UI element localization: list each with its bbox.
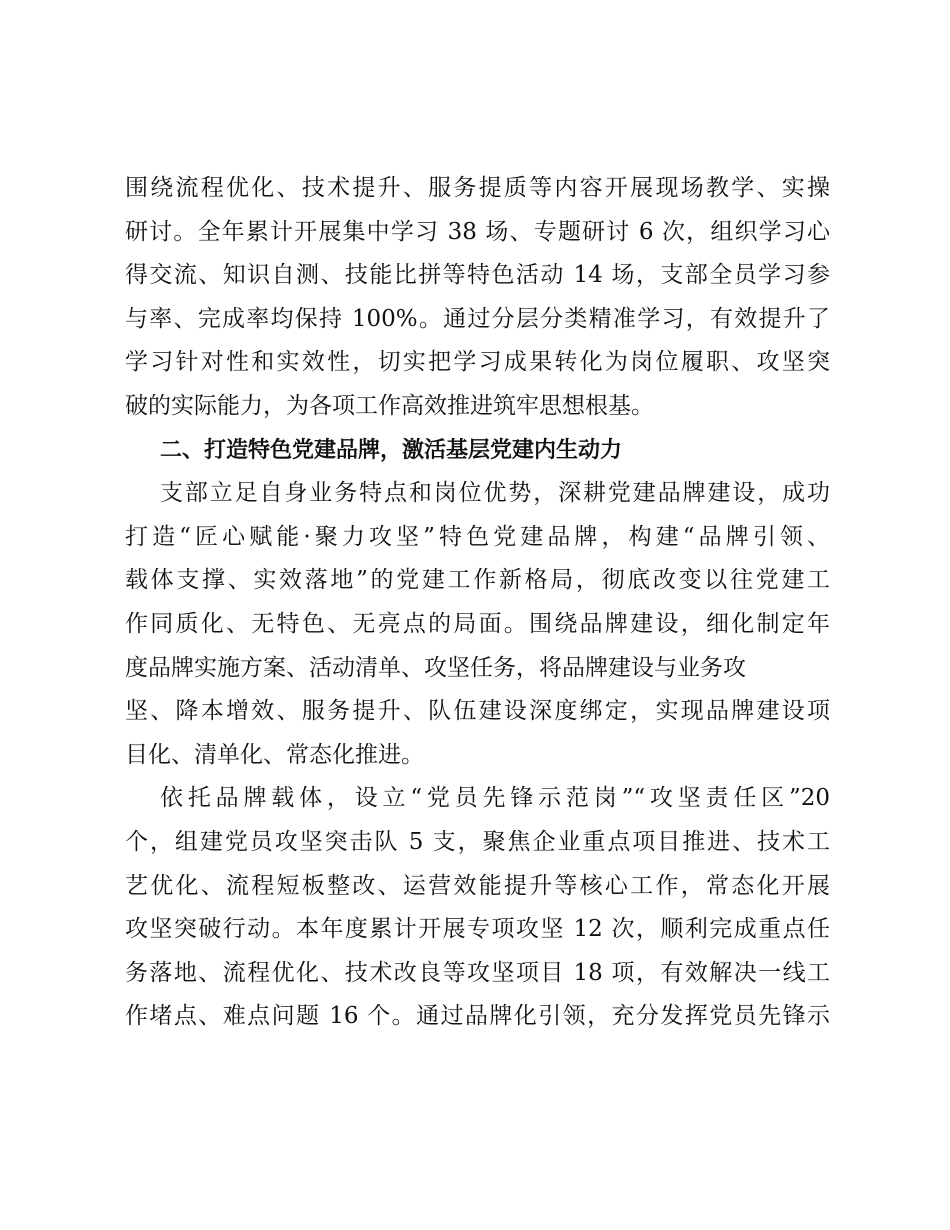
paragraph-brand <box>125 472 830 777</box>
text-line: 攻坚突破行动。本年度累计开展专项攻坚 12 次，顺利完成重点任 <box>125 916 830 943</box>
text-line: 围绕流程优化、技术提升、服务提质等内容开展现场教学、实操 <box>125 175 830 201</box>
text-line: 作同质化、无特色、无亮点的局面。围绕品牌建设，细化制定年 <box>125 610 830 637</box>
text-line: 坚、降本增效、服务提升、队伍建设深度绑定，实现品牌建设项 <box>125 698 830 725</box>
text-line: 支部立足自身业务特点和岗位优势，深耕党建品牌建设，成功 <box>160 480 830 507</box>
text-line: 个，组建党员攻坚突击队 5 支，聚焦企业重点项目推进、技术工 <box>125 828 830 855</box>
text-line: 度品牌实施方案、活动清单、攻坚任务，将品牌建设与业务攻 <box>125 654 746 681</box>
text-line: 得交流、知识自测、技能比拼等特色活动 14 场，支部全员学习参 <box>125 262 830 289</box>
text-line: 目化、清单化、常态化推进。 <box>125 741 424 768</box>
document-body <box>125 167 830 1039</box>
text-line: 破的实际能力，为各项工作高效推进筑牢思想根基。 <box>125 392 654 419</box>
text-line: 学习针对性和实效性，切实把学习成果转化为岗位履职、攻坚突 <box>125 349 830 376</box>
text-line: 作堵点、难点问题 16 个。通过品牌化引领，充分发挥党员先锋示 <box>125 1003 830 1030</box>
text-line: 依托品牌载体，设立“党员先锋示范岗”“攻坚责任区”20 <box>160 785 830 812</box>
text-line: 艺优化、流程短板整改、运营效能提升等核心工作，常态化开展 <box>125 872 830 899</box>
text-line: 与率、完成率均保持 100%。通过分层分类精准学习，有效提升了 <box>125 305 830 332</box>
text-line: 打造“匠心赋能·聚力攻坚”特色党建品牌，构建“品牌引领、 <box>125 523 830 550</box>
section-heading: 二、打造特色党建品牌，激活基层党建内生动力 <box>160 437 623 463</box>
text-line: 载体支撑、实效落地”的党建工作新格局，彻底改变以往党建工 <box>125 567 830 594</box>
text-line: 研讨。全年累计开展集中学习 38 场、专题研讨 6 次，组织学习心 <box>125 218 830 245</box>
paragraph-study <box>125 167 830 429</box>
text-line: 务落地、流程优化、技术改良等攻坚项目 18 项，有效解决一线工 <box>125 959 830 986</box>
paragraph-vanguard <box>125 777 830 1039</box>
